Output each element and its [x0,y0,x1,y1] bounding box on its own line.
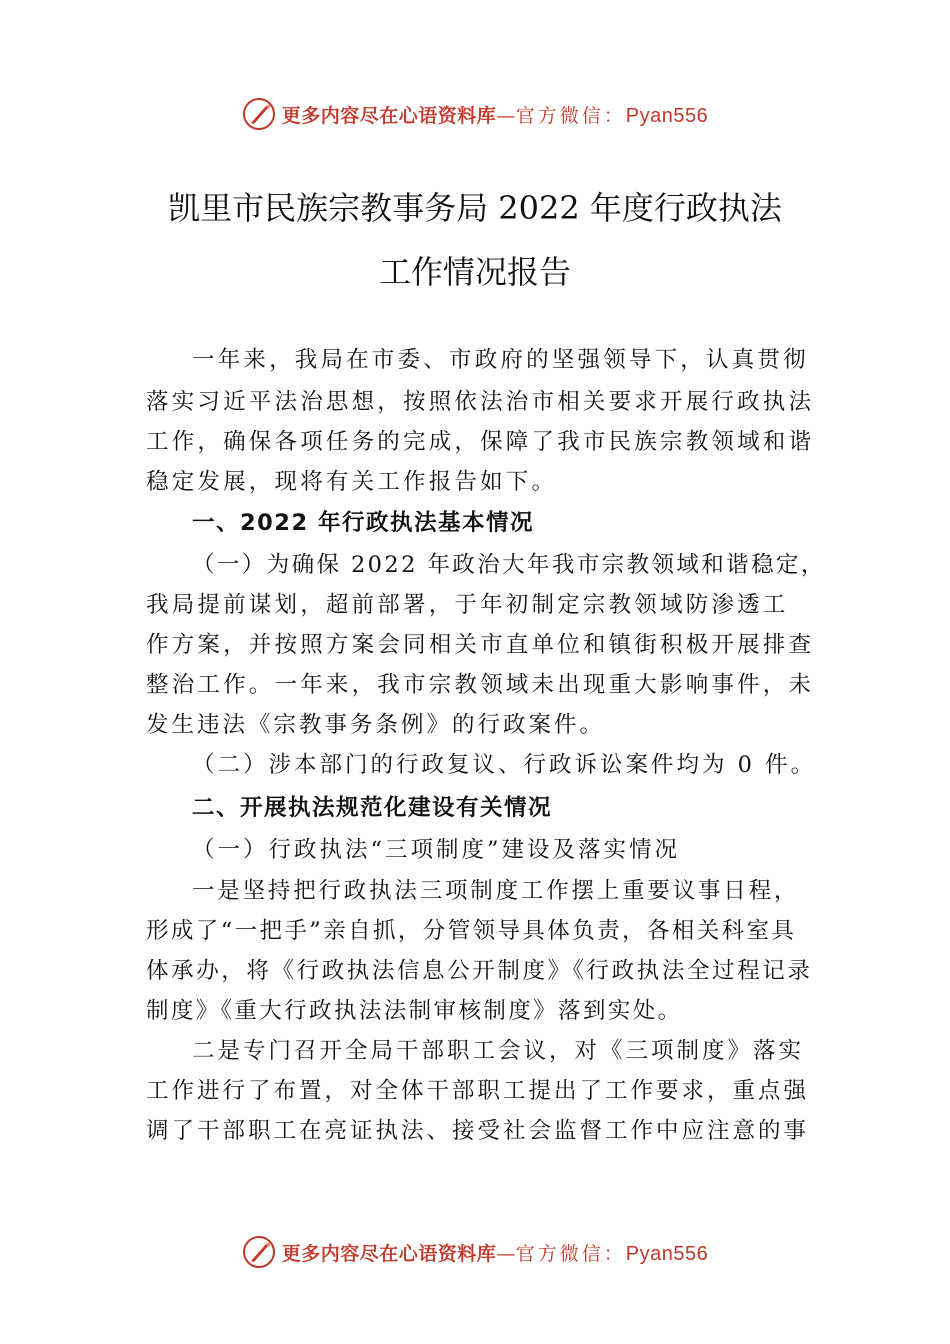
paragraph-line: 整治工作。一年来，我市宗教领域未出现重大影响事件，未 [146,672,815,698]
paragraph-line: 调了干部职工在亮证执法、接受社会监督工作中应注意的事 [146,1118,810,1144]
paragraph-line: 制度》《重大行政执法法制审核制度》落到实处。 [146,998,683,1024]
top-banner [0,94,950,134]
banner-label: 官方微信： [515,104,626,127]
paragraph-line: 发生违法《宗教事务条例》的行政案件。 [146,712,606,738]
paragraph-line: 二是专门召开全局干部职工会议，对《三项制度》落实 [192,1038,805,1064]
section-heading-2: 二、开展执法规范化建设有关情况 [192,795,553,821]
section-heading-1: 一、2022 年行政执法基本情况 [192,510,534,536]
paragraph-line: 落实习近平法治思想，按照依法治市相关要求开展行政执法 [146,389,815,415]
paragraph-line: （二）涉本部门的行政复议、行政诉讼案件均为 0 件。 [192,752,817,778]
banner-main-text: 更多内容尽在心语资料库 [281,104,497,127]
banner-dash: — [496,1242,516,1265]
banner-main-text: 更多内容尽在心语资料库 [281,1242,497,1265]
paragraph-line: 工作进行了布置，对全体干部职工提出了工作要求，重点强 [146,1078,810,1104]
paragraph-line: 稳定发展，现将有关工作报告如下。 [146,469,558,495]
document-title-line-2: 工作情况报告 [378,253,571,291]
banner-text [282,101,709,128]
paragraph-line: 体承办，将《行政执法信息公开制度》《行政执法全过程记录 [146,958,813,984]
banner-text [282,1239,709,1266]
paragraph-line: 作方案，并按照方案会同相关市直单位和镇街积极开展排查 [146,632,815,658]
paragraph-line: 一年来，我局在市委、市政府的坚强领导下，认真贯彻 [192,347,809,373]
banner-wechat-id: Pyan556 [625,104,709,127]
paragraph-line: 工作，确保各项任务的完成，保障了我市民族宗教领域和谐 [146,429,815,455]
subsection-heading: （一）行政执法“三项制度”建设及落实情况 [192,837,681,863]
banner-label: 官方微信： [515,1242,626,1265]
banner-dash: — [496,104,516,127]
paragraph-line: （一）为确保 2022 年政治大年我市宗教领域和谐稳定， [192,552,826,578]
quill-logo-icon [242,97,276,131]
document-title-line-1: 凯里市民族宗教事务局 2022 年度行政执法 [168,189,782,227]
banner-wechat-id: Pyan556 [625,1242,709,1265]
paragraph-line: 一是坚持把行政执法三项制度工作摆上重要议事日程， [192,878,800,904]
quill-logo-icon [242,1235,276,1269]
bottom-banner [0,1232,950,1272]
paragraph-line: 形成了“一把手”亲自抓，分管领导具体负责，各相关科室具 [146,918,797,944]
paragraph-line: 我局提前谋划，超前部署，于年初制定宗教领域防渗透工 [146,592,789,618]
